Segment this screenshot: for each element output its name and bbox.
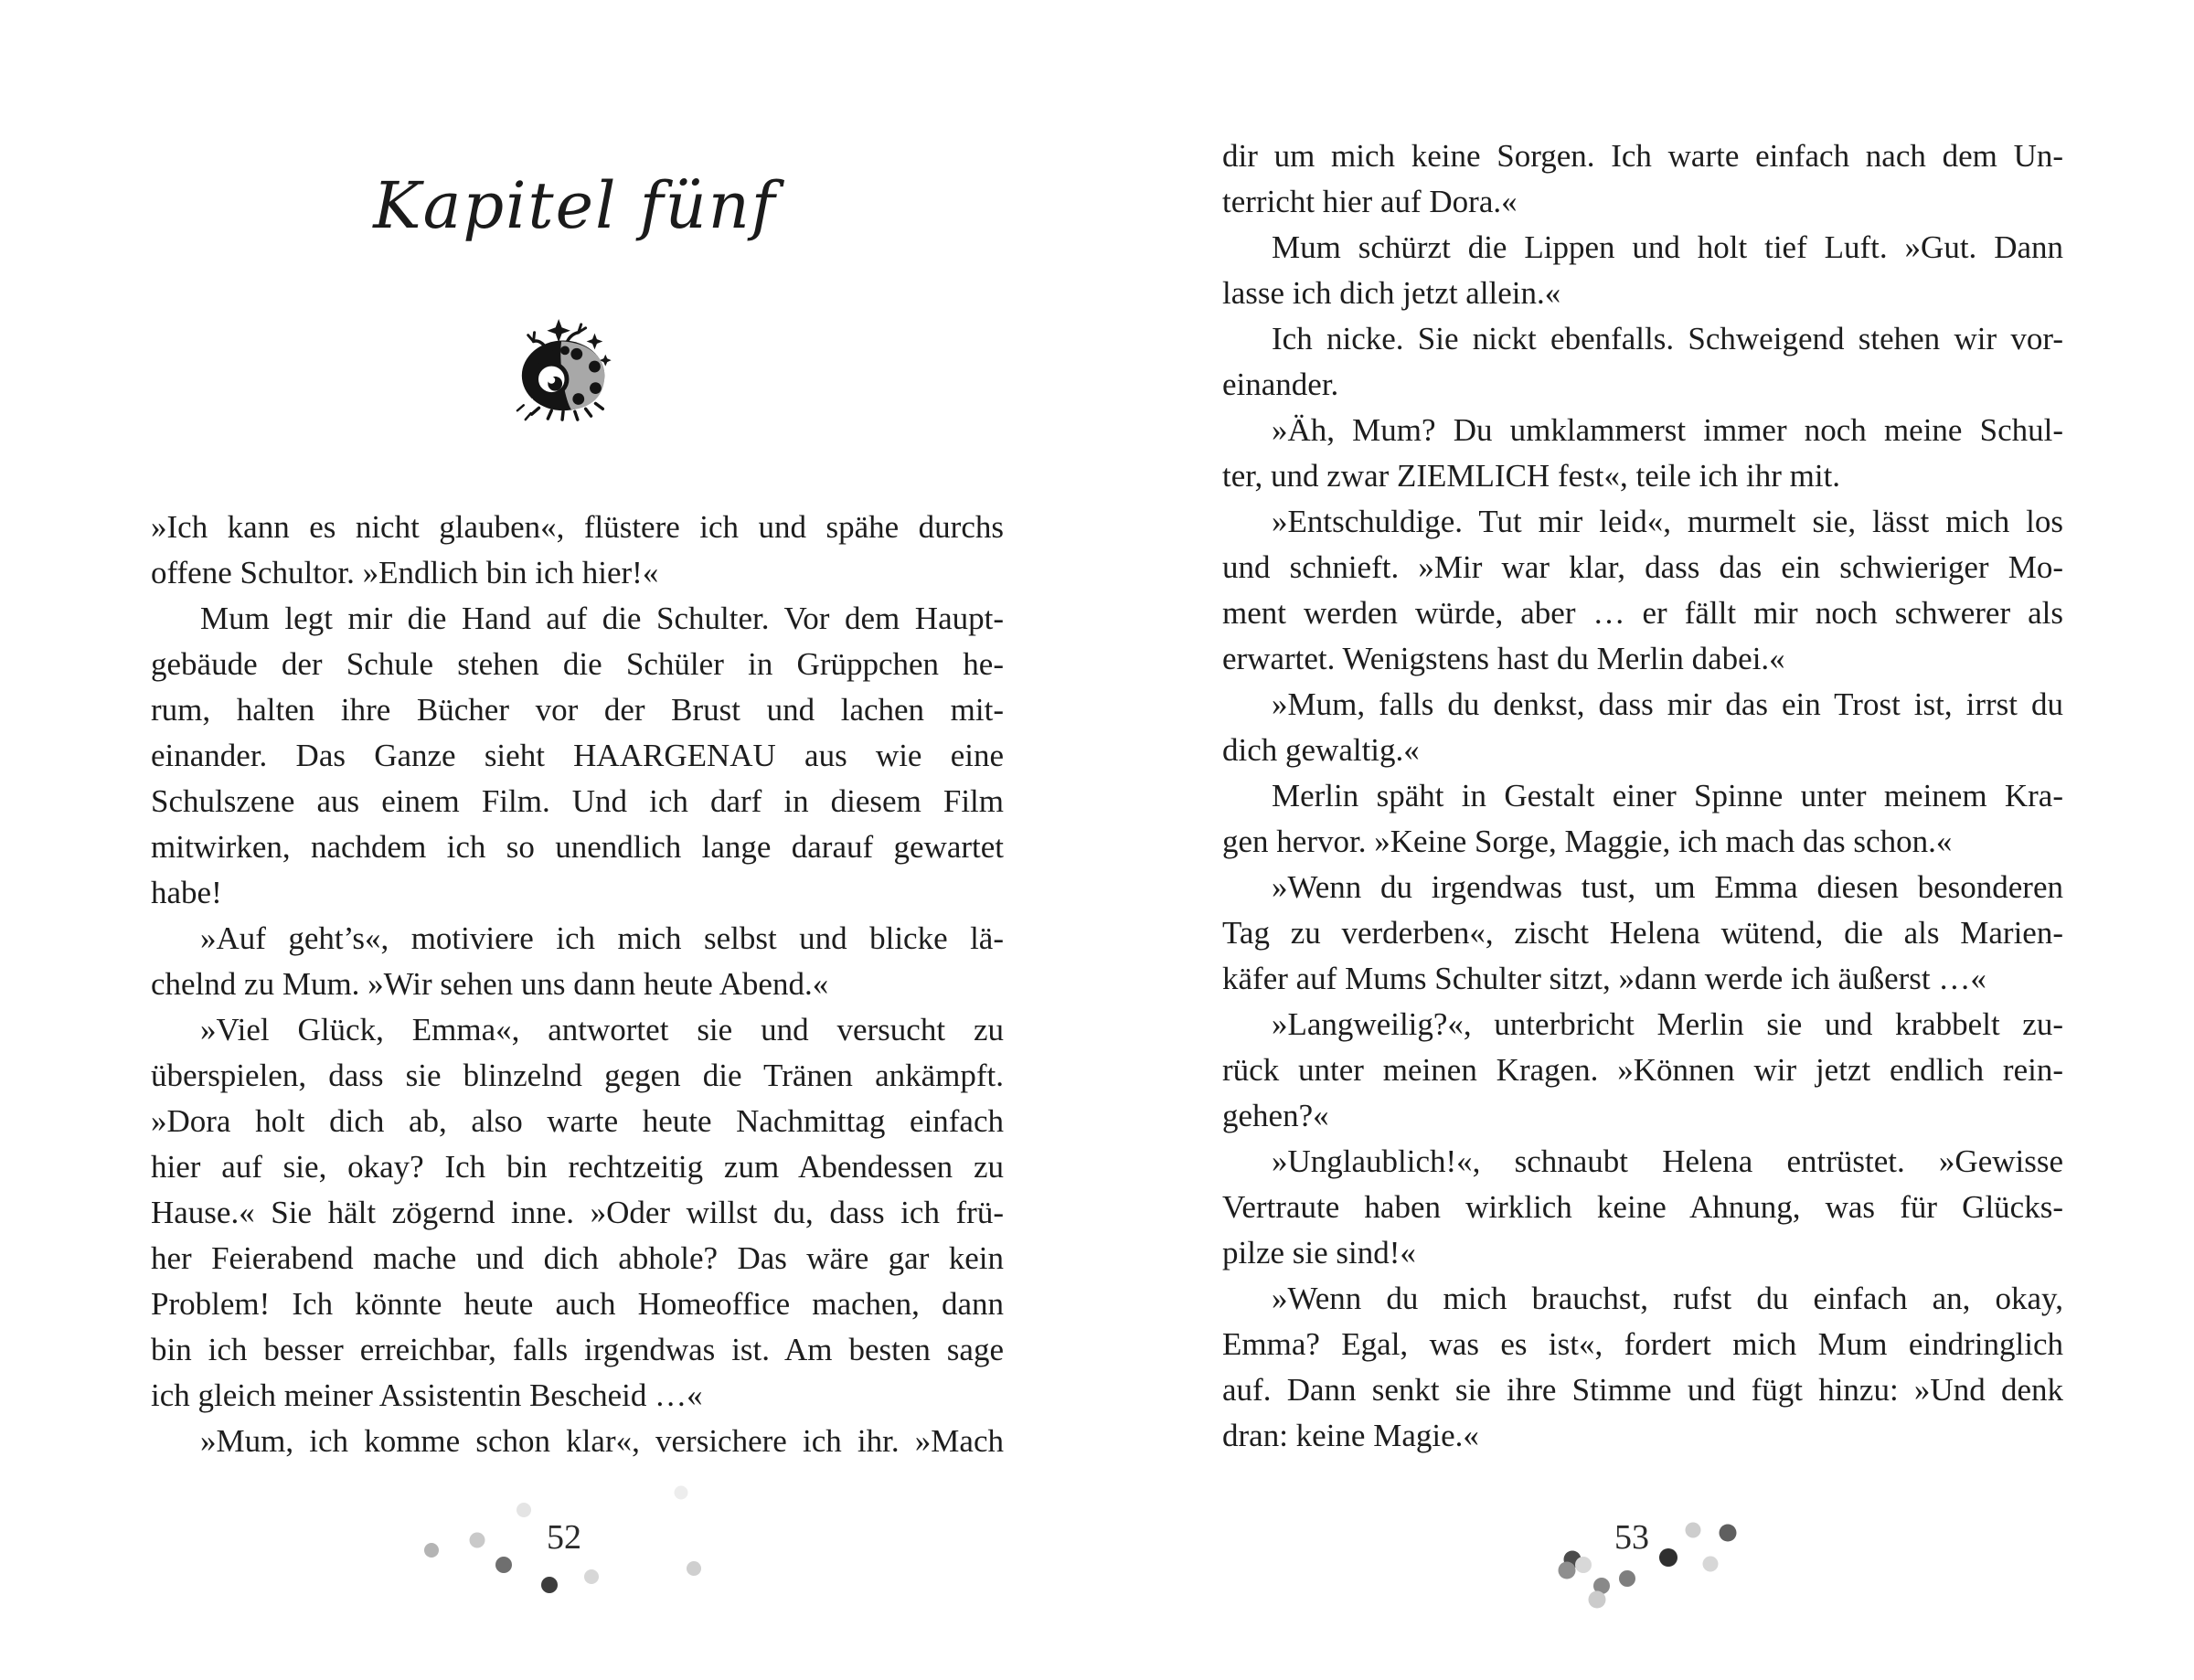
chapter-title: Kapitel fünf xyxy=(373,168,777,243)
text-line: pilze sie sind!« xyxy=(1222,1235,1416,1271)
text-line: »Mum, falls du denkst, dass mir das ein Trost ist, irrst du xyxy=(1272,686,2063,722)
decorative-dot xyxy=(541,1577,558,1593)
decorative-dot xyxy=(584,1569,599,1584)
text-line: rück unter meinen Kragen. »Können wir jetzt endlich rein- xyxy=(1222,1052,2063,1088)
decorative-dot xyxy=(517,1503,531,1517)
book-page-right xyxy=(1097,0,2194,1680)
decorative-dot xyxy=(1686,1523,1701,1538)
decorative-dot xyxy=(495,1557,512,1573)
text-line: einander. xyxy=(1222,367,1339,402)
sparkle-icon xyxy=(587,334,603,350)
text-line: lasse ich dich jetzt allein.« xyxy=(1222,275,1561,311)
page-number-53: 53 xyxy=(1614,1518,1649,1557)
text-line: Tag zu verderben«, zischt Helena wütend, die als Marien- xyxy=(1222,915,2063,951)
text-line: gebäude der Schule stehen die Schüler in Grüppchen he- xyxy=(151,646,1004,682)
text-line: mitwirken, nachdem ich so unendlich lange darauf gewartet xyxy=(151,829,1004,865)
decorative-dot xyxy=(1559,1562,1576,1579)
text-line: »Äh, Mum? Du umklammerst immer noch meine Schul- xyxy=(1272,412,2063,448)
text-line: Hause.« Sie hält zögernd inne. »Oder willst du, dass ich frü- xyxy=(151,1195,1004,1230)
text-line: »Wenn du irgendwas tust, um Emma diesen besonderen xyxy=(1272,869,2063,905)
page-number-52: 52 xyxy=(547,1518,581,1557)
decorative-dot xyxy=(675,1486,688,1500)
text-line: ter, und zwar ZIEMLICH fest«, teile ich ihr mit. xyxy=(1222,458,1841,494)
page-52-text xyxy=(151,505,1004,1464)
text-line: »Viel Glück, Emma«, antwortet sie und versucht zu xyxy=(200,1012,1004,1047)
text-line: »Dora holt dich ab, also warte heute Nachmittag einfach xyxy=(151,1103,1004,1139)
text-line: ment werden würde, aber … er fällt mir noch schwerer als xyxy=(1222,595,2063,631)
text-line: gehen?« xyxy=(1222,1098,1329,1133)
decorative-dot xyxy=(1720,1525,1737,1542)
text-line: Merlin späht in Gestalt einer Spinne unter meinem Kra- xyxy=(1272,778,2063,813)
text-line: her Feierabend mache und dich abhole? Das wäre gar kein xyxy=(151,1240,1004,1276)
decorative-dot xyxy=(1589,1591,1606,1609)
text-line: Mum legt mir die Hand auf die Schulter. Vor dem Haupt- xyxy=(200,601,1004,636)
text-line: »Langweilig?«, unterbricht Merlin sie und krabbelt zu- xyxy=(1272,1006,2063,1042)
text-line: »Auf geht’s«, motiviere ich mich selbst und blicke lä- xyxy=(200,920,1004,956)
text-line: erwartet. Wenigstens hast du Merlin dabei.« xyxy=(1222,641,1785,676)
text-line: rum, halten ihre Bücher vor der Brust und lachen mit- xyxy=(151,692,1004,728)
text-line: überspielen, dass sie blinzelnd gegen die Tränen ankämpft. xyxy=(151,1058,1004,1093)
ladybug-icon xyxy=(512,314,620,426)
text-line: »Wenn du mich brauchst, rufst du einfach an, okay, xyxy=(1272,1281,2063,1316)
text-line: Mum schürzt die Lippen und holt tief Luft. »Gut. Dann xyxy=(1272,229,2063,265)
decorative-dot xyxy=(424,1543,439,1558)
text-line: und schnieft. »Mir war klar, dass das ein schwieriger Mo- xyxy=(1222,549,2063,585)
text-line: Ich nicke. Sie nickt ebenfalls. Schweigend stehen wir vor- xyxy=(1272,321,2063,356)
text-line: chelnd zu Mum. »Wir sehen uns dann heute Abend.« xyxy=(151,966,829,1002)
decorative-dot xyxy=(1703,1557,1719,1572)
text-line: einander. Das Ganze sieht HAARGENAU aus wie eine xyxy=(151,738,1004,773)
text-line: offene Schultor. »Endlich bin ich hier!« xyxy=(151,555,659,590)
sparkle-icon xyxy=(547,319,570,343)
text-line: Vertraute haben wirklich keine Ahnung, was für Glücks- xyxy=(1222,1189,2063,1225)
text-line: dich gewaltig.« xyxy=(1222,732,1420,768)
text-line: hier auf sie, okay? Ich bin rechtzeitig zum Abendessen zu xyxy=(151,1149,1004,1185)
text-line: »Ich kann es nicht glauben«, flüstere ich und spähe durchs xyxy=(151,509,1004,545)
text-line: dran: keine Magie.« xyxy=(1222,1418,1479,1453)
decorative-dot xyxy=(1659,1548,1677,1567)
decorative-dot xyxy=(470,1533,485,1548)
text-line: Schulszene aus einem Film. Und ich darf in diesem Film xyxy=(151,783,1004,819)
text-line: terricht hier auf Dora.« xyxy=(1222,184,1518,219)
text-line: ich gleich meiner Assistentin Bescheid …« xyxy=(151,1377,703,1413)
text-line: »Unglaublich!«, schnaubt Helena entrüstet. »Gewisse xyxy=(1272,1143,2063,1179)
text-line: auf. Dann senkt sie ihre Stimme und fügt hinzu: »Und denk xyxy=(1222,1372,2063,1408)
text-line: Problem! Ich könnte heute auch Homeoffice machen, dann xyxy=(151,1286,1004,1322)
decorative-dot xyxy=(687,1561,701,1576)
text-line: habe! xyxy=(151,875,222,910)
text-line: Emma? Egal, was es ist«, fordert mich Mum eindringlich xyxy=(1222,1326,2063,1362)
text-line: käfer auf Mums Schulter sitzt, »dann werde ich äußerst …« xyxy=(1222,961,1986,996)
text-line: »Entschuldige. Tut mir leid«, murmelt sie, lässt mich los xyxy=(1272,504,2063,539)
text-line: dir um mich keine Sorgen. Ich warte einfach nach dem Un- xyxy=(1222,138,2063,174)
text-line: bin ich besser erreichbar, falls irgendwas ist. Am besten sage xyxy=(151,1332,1004,1367)
text-line: gen hervor. »Keine Sorge, Maggie, ich mach das schon.« xyxy=(1222,824,1953,859)
decorative-dot xyxy=(1619,1570,1635,1587)
decorative-dot xyxy=(1575,1557,1592,1573)
text-line: »Mum, ich komme schon klar«, versichere ich ihr. »Mach xyxy=(200,1423,1004,1459)
page-53-text xyxy=(1222,133,2063,1459)
